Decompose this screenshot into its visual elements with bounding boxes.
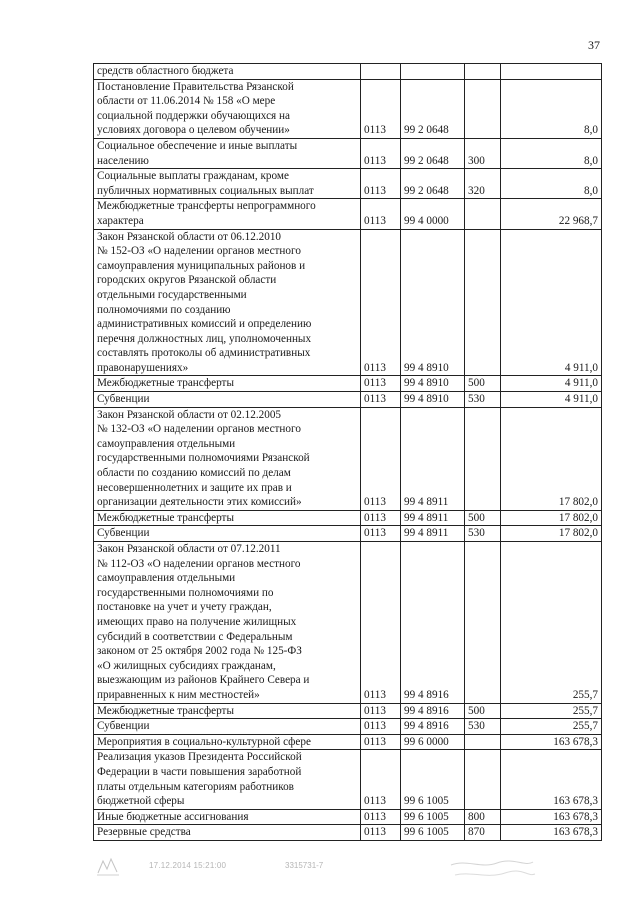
row-name-cell: Межбюджетные трансферты [94,703,361,719]
expense-type-cell [465,407,501,510]
expense-type-cell: 500 [465,703,501,719]
table-row [94,392,602,408]
row-name-cell: средств областного бюджета [94,64,361,80]
expense-type-cell: 530 [465,392,501,408]
table-row [94,229,602,376]
row-name-cell: Резервные средства [94,825,361,841]
row-name-cell: Межбюджетные трансферты [94,376,361,392]
section-code-cell: 0113 [361,809,401,825]
section-code-cell: 0113 [361,703,401,719]
amount-cell: 163 678,3 [501,825,602,841]
target-article-cell: 99 4 8910 [401,376,465,392]
row-name-cell: Иные бюджетные ассигнования [94,809,361,825]
target-article-cell [401,64,465,80]
table-row [94,542,602,704]
target-article-cell: 99 2 0648 [401,169,465,199]
target-article-cell: 99 4 8911 [401,407,465,510]
expense-type-cell: 300 [465,138,501,168]
target-article-cell: 99 4 8916 [401,542,465,704]
amount-cell: 17 802,0 [501,407,602,510]
row-name-cell: Межбюджетные трансферты непрограммного характера [94,199,361,229]
row-name-cell: Субвенции [94,719,361,735]
section-code-cell: 0113 [361,407,401,510]
table-row [94,199,602,229]
expense-type-cell: 870 [465,825,501,841]
amount-cell: 255,7 [501,719,602,735]
expense-type-cell [465,734,501,750]
amount-cell: 17 802,0 [501,526,602,542]
section-code-cell [361,64,401,80]
row-name-cell: Субвенции [94,526,361,542]
target-article-cell: 99 4 8911 [401,510,465,526]
target-article-cell: 99 6 1005 [401,825,465,841]
amount-cell: 8,0 [501,169,602,199]
amount-cell: 163 678,3 [501,809,602,825]
section-code-cell: 0113 [361,392,401,408]
row-name-cell: Социальное обеспечение и иные выплаты населению [94,138,361,168]
amount-cell: 163 678,3 [501,734,602,750]
amount-cell: 8,0 [501,138,602,168]
target-article-cell: 99 6 1005 [401,809,465,825]
table-row [94,703,602,719]
section-code-cell: 0113 [361,376,401,392]
target-article-cell: 99 2 0648 [401,79,465,138]
faint-signature-mark [447,857,537,883]
amount-cell: 22 968,7 [501,199,602,229]
amount-cell: 4 911,0 [501,392,602,408]
amount-cell: 163 678,3 [501,750,602,809]
table-row [94,750,602,809]
expense-type-cell: 800 [465,809,501,825]
table-row [94,719,602,735]
amount-cell: 255,7 [501,542,602,704]
table-row [94,376,602,392]
table-row [94,79,602,138]
table-row [94,169,602,199]
target-article-cell: 99 2 0648 [401,138,465,168]
row-name-cell: Мероприятия в социально-культурной сфере [94,734,361,750]
row-name-cell: Закон Рязанской области от 07.12.2011 № 112-ОЗ «О наделении органов местного самоуправления отдельными государственными полномочиями по постановке на учет и учету граждан, имеющих право на получение жилищных субсидий в соответствии с Федеральным законом от 25 октября 2002 года № 125-ФЗ «О жилищных субсидиях гражданам, выезжающим из районов Крайнего Севера и приравненных к ним местностей» [94,542,361,704]
seal-stamp-icon [95,855,121,877]
table-row [94,734,602,750]
section-code-cell: 0113 [361,825,401,841]
amount-cell [501,64,602,80]
table-row [94,407,602,510]
expense-type-cell [465,229,501,376]
table-row [94,526,602,542]
target-article-cell: 99 4 0000 [401,199,465,229]
section-code-cell: 0113 [361,510,401,526]
table-row [94,138,602,168]
row-name-cell: Межбюджетные трансферты [94,510,361,526]
target-article-cell: 99 6 1005 [401,750,465,809]
target-article-cell: 99 4 8911 [401,526,465,542]
page-footer [95,855,615,895]
amount-cell: 4 911,0 [501,376,602,392]
row-name-cell: Реализация указов Президента Российской Федерации в части повышения заработной платы отдельным категориям работников бюджетной сферы [94,750,361,809]
section-code-cell: 0113 [361,719,401,735]
amount-cell: 255,7 [501,703,602,719]
table-row [94,64,602,80]
page-number: 37 [588,38,600,52]
amount-cell: 4 911,0 [501,229,602,376]
footer-timestamp: 17.12.2014 15:21:00 [149,861,227,870]
row-name-cell: Социальные выплаты гражданам, кроме публичных нормативных социальных выплат [94,169,361,199]
amount-cell: 8,0 [501,79,602,138]
expense-type-cell: 500 [465,376,501,392]
target-article-cell: 99 4 8910 [401,229,465,376]
expense-type-cell: 320 [465,169,501,199]
expense-type-cell [465,79,501,138]
row-name-cell: Субвенции [94,392,361,408]
table-row [94,809,602,825]
row-name-cell: Закон Рязанской области от 02.12.2005 № 132-ОЗ «О наделении органов местного самоуправления отдельными государственными полномочиями Рязанской области по созданию комиссий по делам несовершеннолетних и защите их прав и организации деятельности этих комиссий» [94,407,361,510]
section-code-cell: 0113 [361,229,401,376]
expense-type-cell: 500 [465,510,501,526]
table-row [94,510,602,526]
section-code-cell: 0113 [361,199,401,229]
budget-table [93,63,602,841]
table-row [94,825,602,841]
expense-type-cell [465,199,501,229]
expense-type-cell [465,750,501,809]
row-name-cell: Постановление Правительства Рязанской области от 11.06.2014 № 158 «О мере социальной поддержки обучающихся на условиях договора о целевом обучении» [94,79,361,138]
target-article-cell: 99 4 8916 [401,703,465,719]
expense-type-cell [465,64,501,80]
section-code-cell: 0113 [361,138,401,168]
amount-cell: 17 802,0 [501,510,602,526]
section-code-cell: 0113 [361,526,401,542]
section-code-cell: 0113 [361,542,401,704]
target-article-cell: 99 6 0000 [401,734,465,750]
expense-type-cell: 530 [465,526,501,542]
target-article-cell: 99 4 8910 [401,392,465,408]
expense-type-cell [465,542,501,704]
section-code-cell: 0113 [361,734,401,750]
footer-doc-code: 3315731-7 [285,861,324,870]
section-code-cell: 0113 [361,79,401,138]
section-code-cell: 0113 [361,750,401,809]
row-name-cell: Закон Рязанской области от 06.12.2010 № 152-ОЗ «О наделении органов местного самоуправления муниципальных районов и городских округов Рязанской области отдельными государственными полномочиями по созданию административных комиссий и определению перечня должностных лиц, уполномоченных составлять протоколы об административных правонарушениях» [94,229,361,376]
target-article-cell: 99 4 8916 [401,719,465,735]
expense-type-cell: 530 [465,719,501,735]
section-code-cell: 0113 [361,169,401,199]
